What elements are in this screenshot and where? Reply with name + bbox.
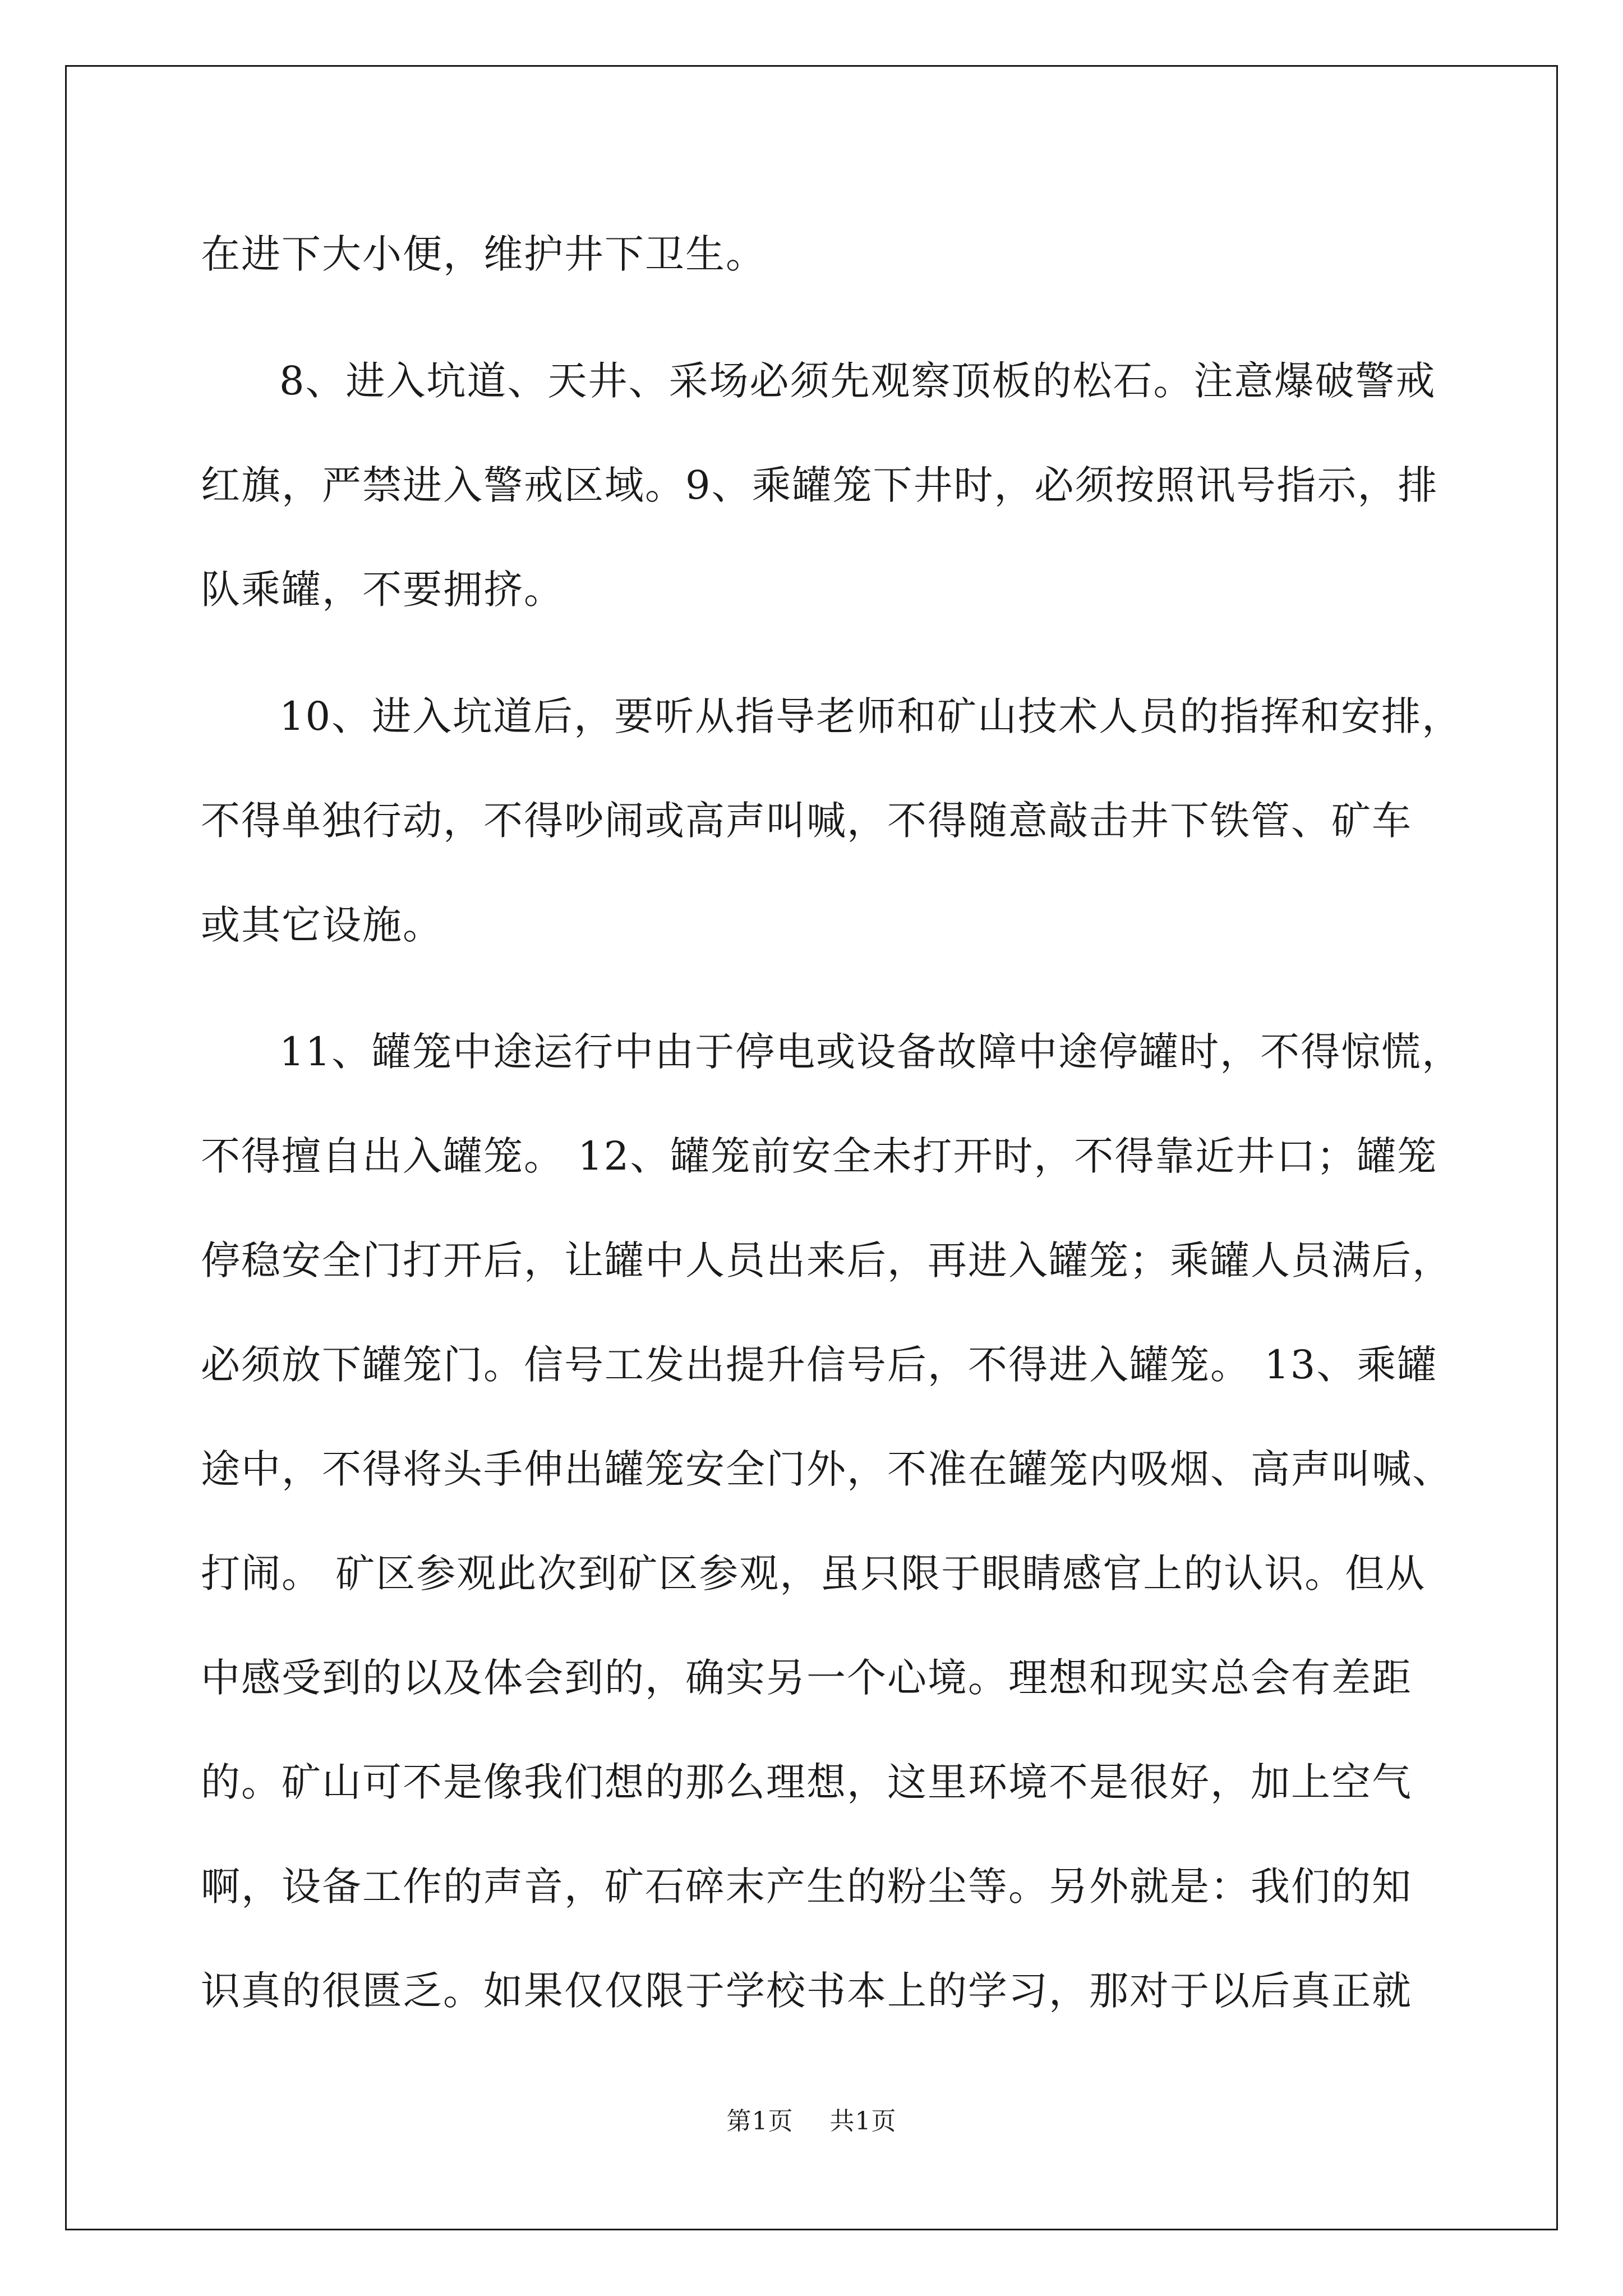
page-total: 共1页 xyxy=(829,2107,897,2136)
text-line: 在进下大小便，维护井下卫生。 xyxy=(201,231,766,277)
paragraph-gap xyxy=(201,306,1435,329)
paragraph-gap xyxy=(201,977,1435,1000)
text-line: 不得单独行动，不得吵闹或高声叫喊，不得随意敲击井下铁管、矿车 xyxy=(201,798,1412,844)
paragraph-gap xyxy=(201,642,1435,664)
text-line: 啊，设备工作的声音，矿石碎末产生的粉尘等。另外就是：我们的知 xyxy=(201,1864,1412,1910)
text-line: 或其它设施。 xyxy=(201,902,443,948)
text-line: 途中，不得将头手伸出罐笼安全门外，不准在罐笼内吸烟、高声叫喊、 xyxy=(201,1446,1453,1492)
text-line: 中感受到的以及体会到的，确实另一个心境。理想和现实总会有差距 xyxy=(201,1655,1412,1701)
text-line: 停稳安全门打开后，让罐中人员出来后，再进入罐笼；乘罐人员满后， xyxy=(201,1237,1453,1283)
text-line: 不得擅自出入罐笼。 12、罐笼前安全未打开时，不得靠近井口；罐笼 xyxy=(201,1133,1438,1179)
text-line: 队乘罐，不要拥挤。 xyxy=(201,567,564,613)
text-line: 的。矿山可不是像我们想的那么理想，这里环境不是很好，加上空气 xyxy=(201,1759,1412,1805)
text-line: 必须放下罐笼门。信号工发出提升信号后，不得进入罐笼。 13、乘罐 xyxy=(201,1342,1438,1388)
text-line: 红旗，严禁进入警戒区域。9、乘罐笼下井时，必须按照讯号指示，排 xyxy=(201,462,1438,508)
page-footer xyxy=(0,2101,1623,2137)
text-line: 识真的很匮乏。如果仅仅限于学校书本上的学习，那对于以后真正就 xyxy=(201,1968,1412,2014)
text-line: 11、罐笼中途运行中由于停电或设备故障中途停罐时，不得惊慌， xyxy=(279,1029,1463,1075)
text-line: 10、进入坑道后，要听从指导老师和矿山技术人员的指挥和安排， xyxy=(279,693,1463,739)
page-number: 第1页 xyxy=(726,2107,794,2136)
text-line: 打闹。 矿区参观此次到矿区参观，虽只限于眼睛感官上的认识。但从 xyxy=(201,1550,1426,1596)
text-line: 8、进入坑道、天井、采场必须先观察顶板的松石。注意爆破警戒 xyxy=(279,358,1436,404)
document-body xyxy=(201,202,1463,2043)
